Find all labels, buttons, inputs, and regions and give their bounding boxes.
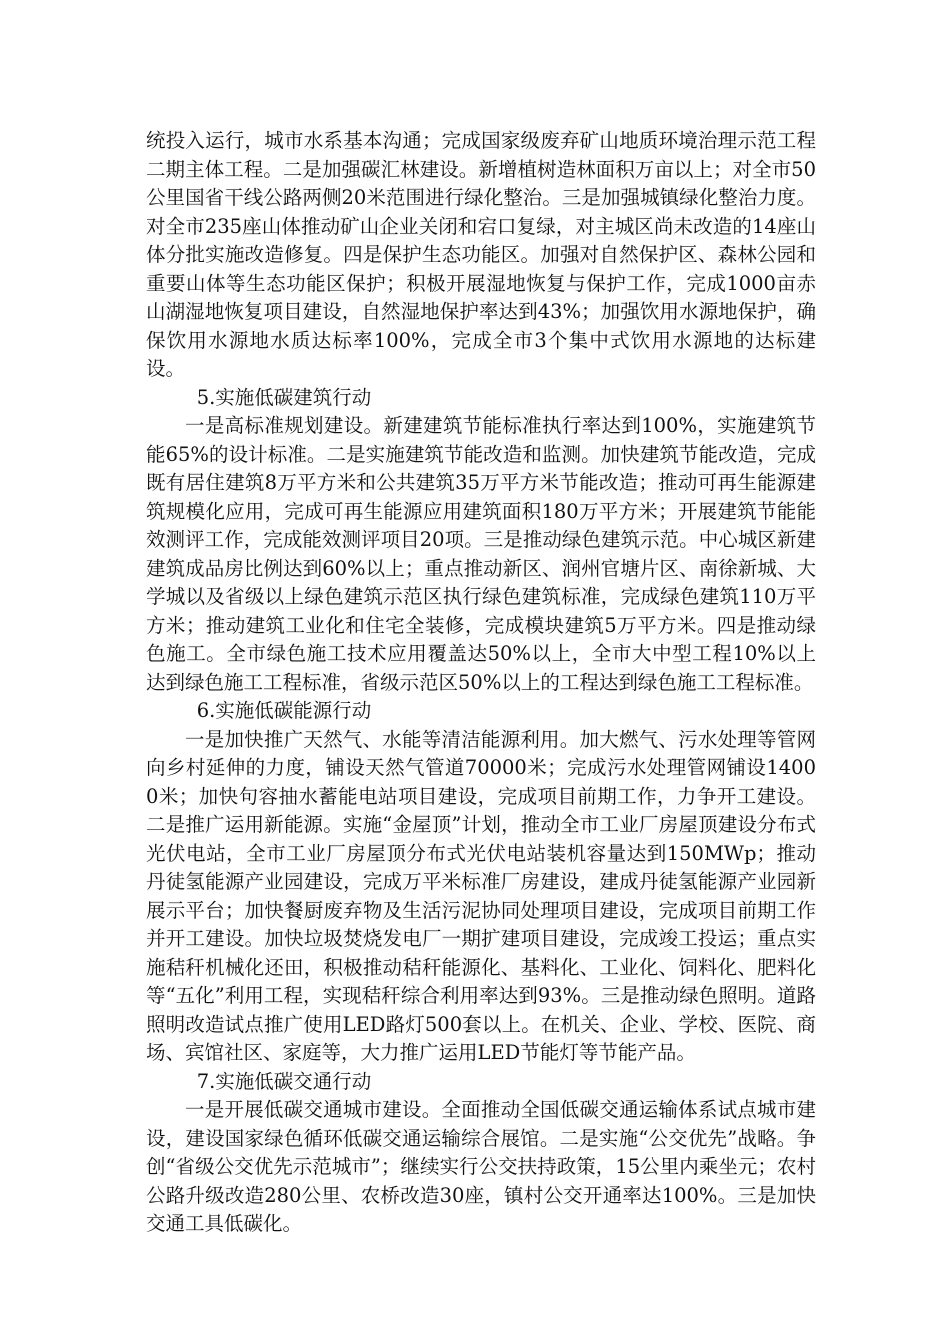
document-body bbox=[146, 127, 816, 1239]
paragraph-7: 一是开展低碳交通城市建设。全面推动全国低碳交通运输体系试点城市建设，建设国家绿色循环低碳交通运输综合展馆。二是实施“公交优先”战略。争创“省级公交优先示范城市”；继续实行公交扶持政策，15公里内乘坐元；农村公路升级改造280公里、农桥改造30座，镇村公交开通率达100%。三是加快交通工具低碳化。 bbox=[146, 1098, 816, 1235]
section-heading-7: 7.实施低碳交通行动 bbox=[196, 1069, 372, 1093]
section-heading-6: 6.实施低碳能源行动 bbox=[196, 699, 372, 722]
section-heading-5: 5.实施低碳建筑行动 bbox=[196, 385, 372, 409]
paragraph-continued: 统投入运行，城市水系基本沟通；完成国家级废弃矿山地质环境治理示范工程二期主体工程。二是加强碳汇林建设。新增植树造林面积万亩以上；对全市50公里国省干线公路两侧20米范围进行绿化整治。三是加强城镇绿化整治力度。对全市235座山体推动矿山企业关闭和宕口复绿，对主城区尚未改造的14座山体分批实施改造修复。四是保护生态功能区。加强对自然保护区、森林公园和重要山体等生态功能区保护；积极开展湿地恢复与保护工作，完成1000亩赤山湖湿地恢复项目建设，自然湿地保护率达到43%；加强饮用水源地保护，确保饮用水源地水质达标率100%，完成全市3个集中式饮用水源地的达标建设。 bbox=[146, 129, 816, 380]
paragraph-5: 一是高标准规划建设。新建建筑节能标准执行率达到100%，实施建筑节能65%的设计标准。二是实施建筑节能改造和监测。加快建筑节能改造，完成既有居住建筑8万平方米和公共建筑35万平方米节能改造；推动可再生能源建筑规模化应用，完成可再生能源应用建筑面积180万平方米；开展建筑节能能效测评工作，完成能效测评项目20项。三是推动绿色建筑示范。中心城区新建建筑成品房比例达到60%以上；重点推动新区、润州官塘片区、南徐新城、大学城以及省级以上绿色建筑示范区执行绿色建筑标准，完成绿色建筑110万平方米；推动建筑工业化和住宅全装修，完成模块建筑5万平方米。四是推动绿色施工。全市绿色施工技术应用覆盖达50%以上，全市大中型工程10%以上达到绿色施工工程标准，省级示范区50%以上的工程达到绿色施工工程标准。 bbox=[146, 414, 816, 694]
paragraph-6: 一是加快推广天然气、水能等清洁能源利用。加大燃气、污水处理等管网向乡村延伸的力度，铺设天然气管道70000米；完成污水处理管网铺设14000米；加快句容抽水蓄能电站项目建设，完成项目前期工作，力争开工建设。二是推广运用新能源。实施“金屋顶”计划，推动全市工业厂房屋顶建设分布式光伏电站，全市工业厂房屋顶分布式光伏电站装机容量达到150MWp；推动丹徒氢能源产业园建设，完成万平米标准厂房建设，建成丹徒氢能源产业园新展示平台；加快餐厨废弃物及生活污泥协同处理项目建设，完成项目前期工作并开工建设。加快垃圾焚烧发电厂一期扩建项目建设，完成竣工投运；重点实施秸秆机械化还田，积极推动秸秆能源化、基料化、工业化、饲料化、肥料化等“五化”利用工程，实现秸秆综合利用率达到93%。三是推动绿色照明。道路照明改造试点推广使用LED路灯500套以上。在机关、企业、学校、医院、商场、宾馆社区、家庭等，大力推广运用LED节能灯等节能产品。 bbox=[146, 727, 816, 1064]
